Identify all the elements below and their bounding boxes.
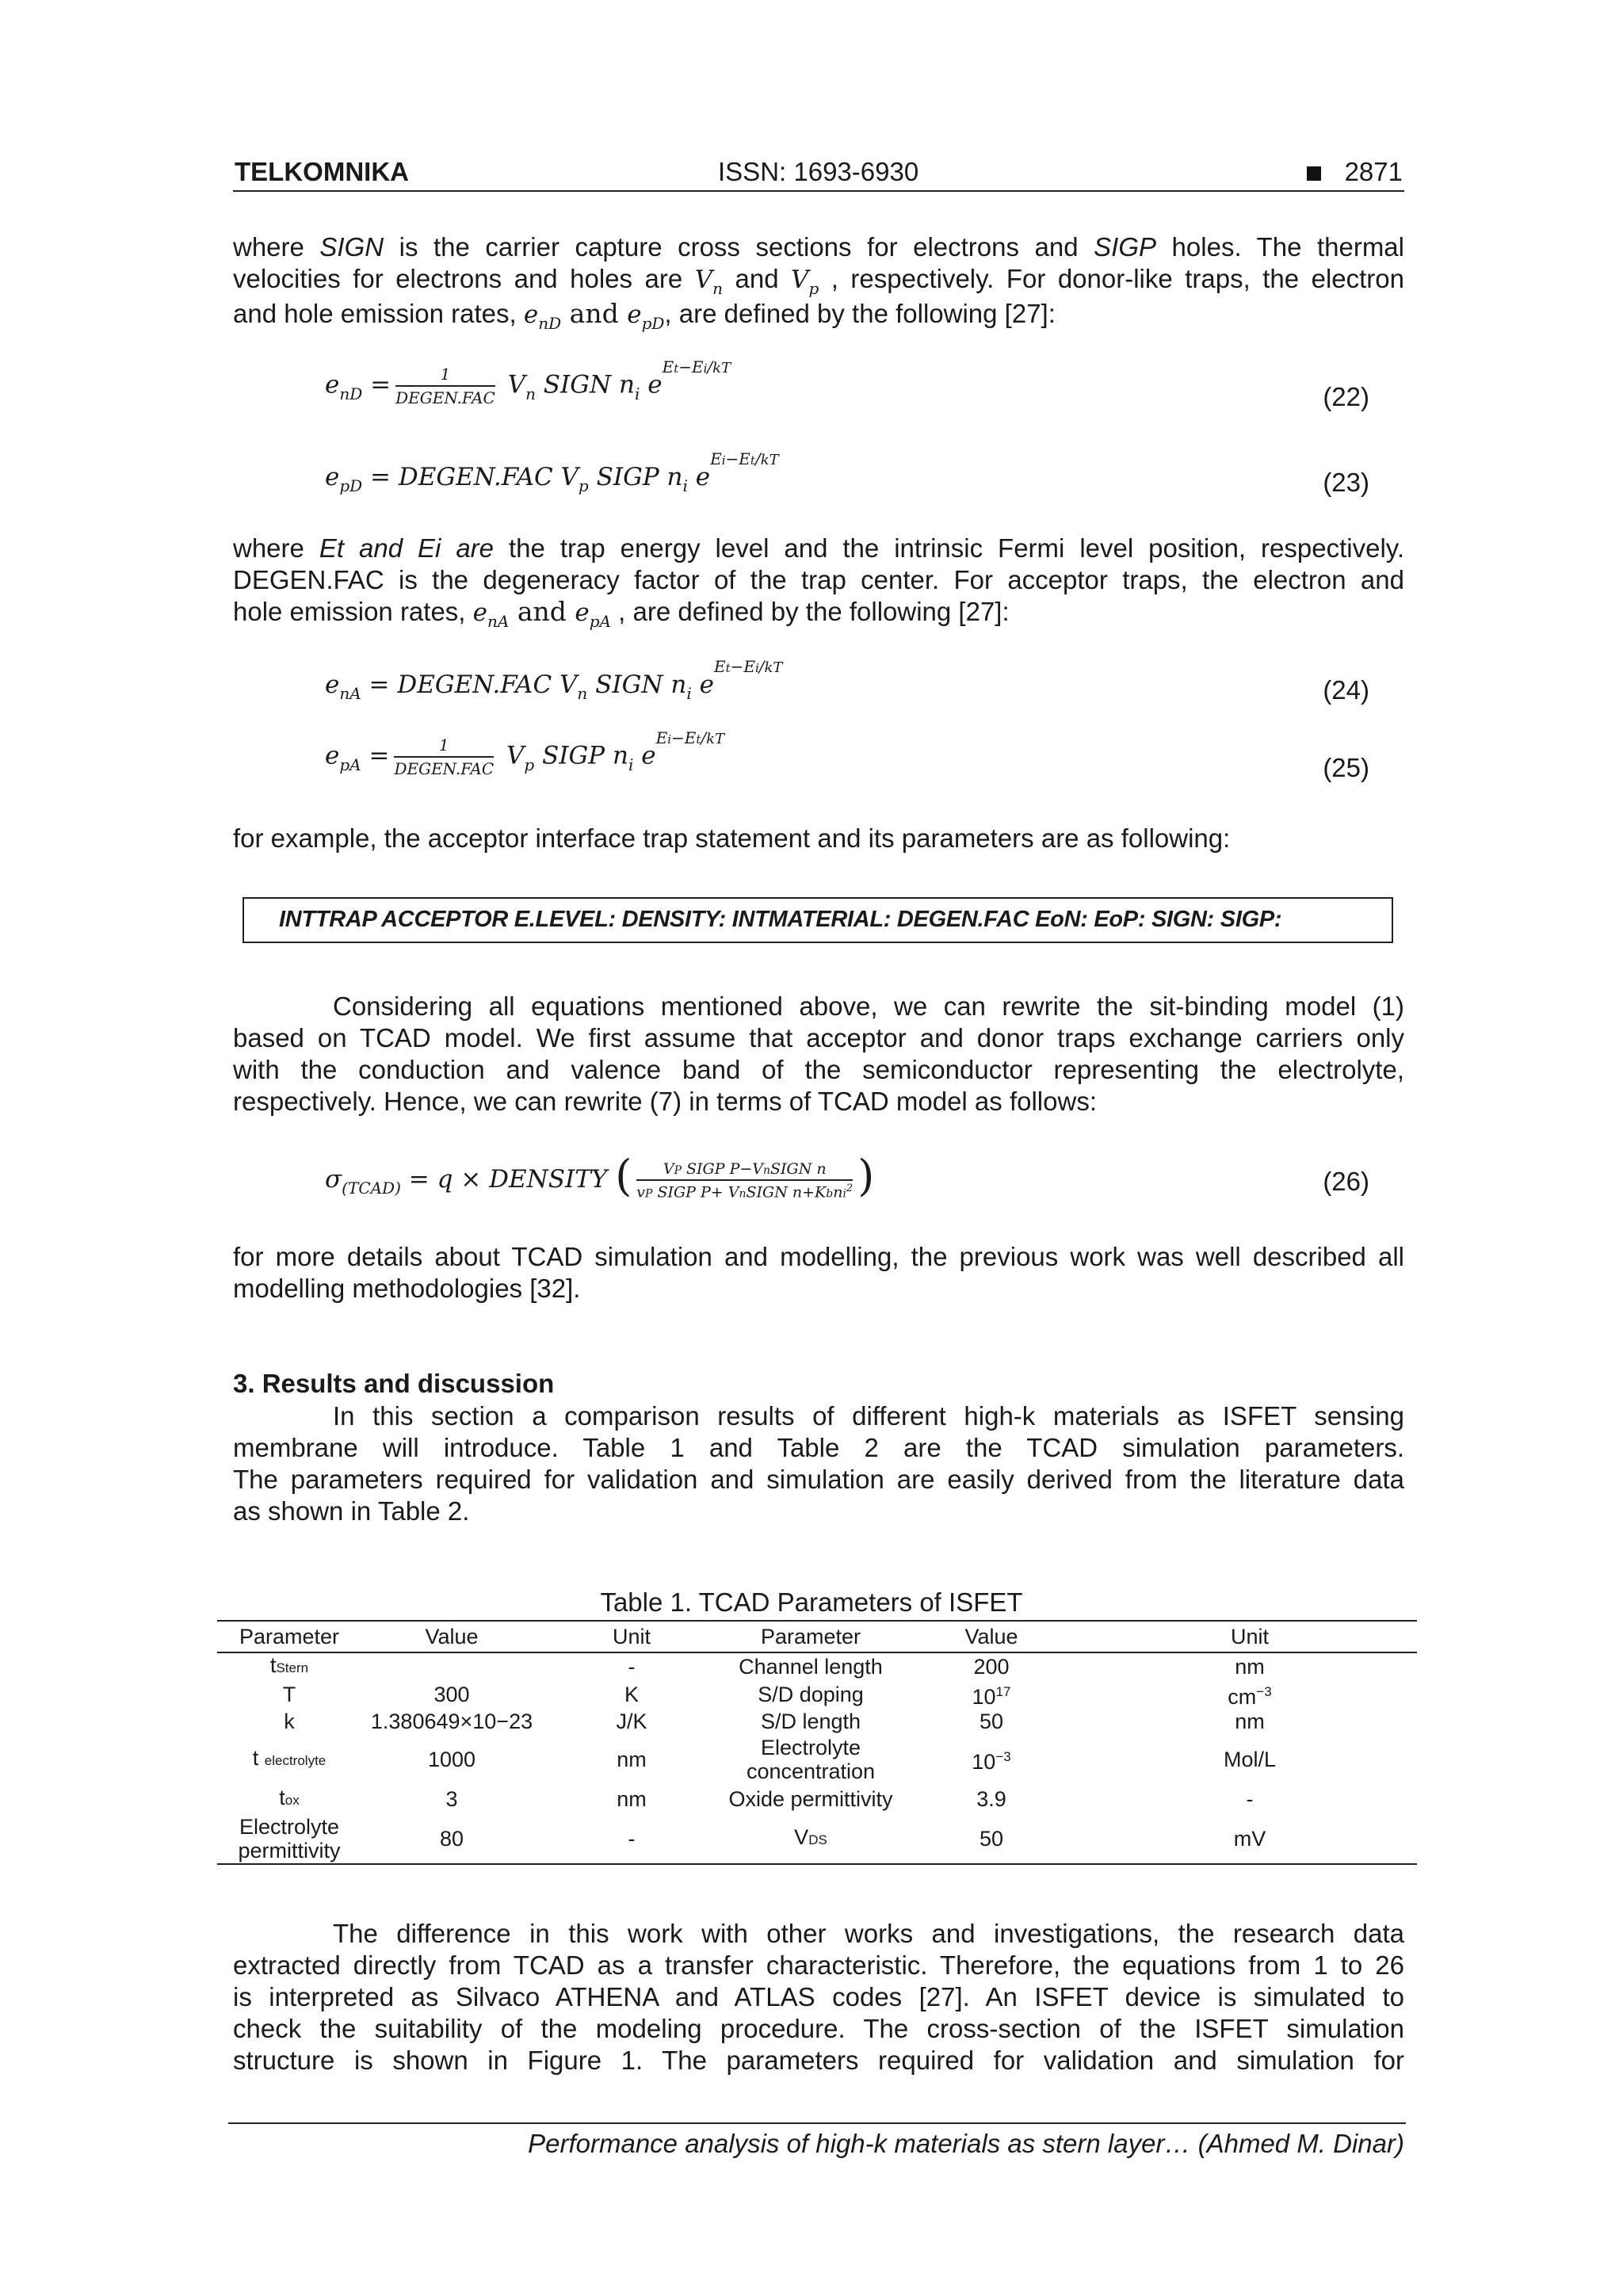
table-cell: t electrolyte <box>252 1746 327 1770</box>
page-number: 2871 <box>1344 157 1403 186</box>
paragraph-trap-energy <box>233 533 1404 631</box>
equation-23: $e_{pD}$ = DEGEN.FAC $V_p$ SIGP $n_i$ $e^{Ei-Et/kT}$ <box>325 449 779 495</box>
table-cell: 1.380649×10−23 <box>370 1710 533 1733</box>
equation-number: (24) <box>1323 675 1369 705</box>
table-cell: nm <box>1235 1655 1265 1679</box>
table-cell: Electrolyte concentration <box>746 1736 876 1783</box>
table-cell: tStern <box>269 1653 309 1677</box>
table-cell: $cm^{-3}$ <box>1228 1684 1272 1709</box>
text-line: where Et and Ei are the trap energy level and the intrinsic Fermi level position, respectively. <box>233 533 1404 563</box>
paragraph-more-details <box>233 1241 1404 1305</box>
equation-number: (25) <box>1323 753 1369 782</box>
text-line: Considering all equations mentioned above, we can rewrite the sit-binding model (1) <box>333 991 1404 1021</box>
text-line: where SIGN is the carrier capture cross sections for electrons and SIGP holes. The thermal <box>233 232 1404 262</box>
table-cell: $10^{-3}$ <box>972 1749 1011 1774</box>
text-line: is interpreted as Silvaco ATHENA and ATLAS codes [27]. An ISFET device is simulated to <box>233 1982 1404 2011</box>
inttrap-statement-box: INTTRAP ACCEPTOR E.LEVEL: DENSITY: INTMATERIAL: DEGEN.FAC EoN: EoP: SIGN: SIGP: <box>242 897 1393 943</box>
text-line: with the conduction and valence band of the semiconductor representing the electrolyte, <box>233 1055 1404 1084</box>
table-cell: tox <box>279 1786 300 1809</box>
table-cell: $10^{17}$ <box>972 1684 1011 1709</box>
equation-24: $e_{nA}$ = DEGEN.FAC $V_n$ SIGN $n_i$ $e^{Et-Ei/kT}$ <box>325 657 783 703</box>
text-line: and hole emission rates, $e_{nD}$ and $e_{pD}$, are defined by the following [27]: <box>233 298 1056 333</box>
table-cell: VDS <box>721 1813 900 1864</box>
paragraph-tcad-rewrite <box>233 991 1404 1117</box>
running-footer: Performance analysis of high-k materials as stern layer… (Ahmed M. Dinar) <box>528 2129 1404 2158</box>
table-row <box>217 1813 1417 1864</box>
paragraph-results-intro <box>233 1400 1404 1527</box>
table-cell: - <box>542 1813 721 1864</box>
table-cell: k <box>284 1710 295 1733</box>
text-line: membrane will introduce. Table 1 and Table 2 are the TCAD simulation parameters. <box>233 1433 1404 1462</box>
text-line: check the suitability of the modeling procedure. The cross-section of the ISFET simulation <box>233 2014 1404 2043</box>
equation-26: $\sigma_{(TCAD)} = q$ × DENSITY ( $\frac{\text{VP SIGP P−VnSIGN n}}{vP SIGP P+ VnSIGN n+Kbni^2}$ ) <box>325 1151 875 1201</box>
equation-number: (22) <box>1323 382 1369 411</box>
text-line: DEGEN.FAC is the degeneracy factor of the trap center. For acceptor traps, the electron and <box>233 565 1404 594</box>
table-cell: 3.9 <box>976 1787 1006 1811</box>
running-header <box>233 155 1404 192</box>
table-cell: nm <box>1235 1710 1265 1733</box>
paragraph-capture-cross-sections <box>233 231 1404 333</box>
section-heading: 3. Results and discussion <box>233 1369 555 1398</box>
text-line: The parameters required for validation and simulation are easily derived from the literature data <box>233 1465 1404 1494</box>
text-line: respectively. Hence, we can rewrite (7) in terms of TCAD model as follows: <box>233 1087 1097 1116</box>
table-cell: Oxide permittivity <box>728 1787 893 1811</box>
table-cell: Channel length <box>739 1655 883 1679</box>
text-line: for more details about TCAD simulation and modelling, the previous work was well described all <box>233 1242 1404 1271</box>
table-cell: nm <box>617 1787 647 1811</box>
equation-25: $e_{pA}$ = $\frac{1}{\text{DEGEN.FAC}}$ $V_p$ SIGP $n_i$ $e^{Ei-Et/kT}$ <box>325 728 725 778</box>
table-row <box>217 1785 1417 1813</box>
text-line: as shown in Table 2. <box>233 1496 470 1526</box>
table-cell: mV <box>1083 1813 1417 1864</box>
text-line: velocities for electrons and holes are $V_n$ and $V_p$ , respectively. For donor-like traps, the electron <box>233 264 1405 298</box>
table-cell: 80 <box>361 1813 542 1864</box>
footer-rule <box>228 2122 1406 2124</box>
table-cell: - <box>1246 1787 1254 1811</box>
table-cell: nm <box>617 1748 647 1771</box>
table-cell: 200 <box>973 1655 1010 1679</box>
table-cell: T <box>282 1683 296 1706</box>
text-line: In this section a comparison results of different high-k materials as ISFET sensing <box>333 1401 1404 1431</box>
text-line: hole emission rates, $e_{nA}$ and $e_{pA}$ , are defined by the following [27]: <box>233 596 1010 631</box>
text-line: extracted directly from TCAD as a transfer characteristic. Therefore, the equations from 1 to 26 <box>233 1950 1404 1980</box>
table-cell: 50 <box>979 1710 1004 1733</box>
table-caption: Table 1. TCAD Parameters of ISFET <box>600 1587 1023 1617</box>
equation-number: (26) <box>1323 1167 1369 1196</box>
equation-number: (23) <box>1323 468 1369 497</box>
journal-name: TELKOMNIKA <box>235 157 409 186</box>
table-cell <box>361 1652 542 1680</box>
table-cell: S/D length <box>760 1710 861 1733</box>
table-cell: 300 <box>433 1683 470 1706</box>
column-header: Value <box>361 1621 542 1652</box>
column-header: Value <box>900 1621 1083 1652</box>
table-cell: Electrolyte permittivity <box>217 1813 361 1864</box>
text-line: based on TCAD model. We first assume that acceptor and donor traps exchange carriers only <box>233 1023 1404 1052</box>
table-cell: 1000 <box>427 1748 476 1771</box>
text-line: structure is shown in Figure 1. The parameters required for validation and simulation for <box>233 2046 1404 2075</box>
table-cell: 50 <box>900 1813 1083 1864</box>
page-number-block <box>1307 157 1403 187</box>
paragraph-difference <box>233 1918 1404 2076</box>
table-row <box>217 1709 1417 1734</box>
table-cell: 3 <box>445 1787 458 1811</box>
table-cell: S/D doping <box>758 1683 864 1706</box>
paragraph-example <box>233 823 1404 854</box>
text-line: for example, the acceptor interface trap statement and its parameters are as following: <box>233 823 1231 853</box>
text-line: The difference in this work with other works and investigations, the research data <box>333 1919 1404 1948</box>
column-header: Unit <box>1083 1621 1417 1652</box>
column-header: Parameter <box>217 1621 361 1652</box>
table-cell: Mol/L <box>1223 1748 1277 1771</box>
equation-22: $e_{nD}$ = $\frac{1}{\text{DEGEN.FAC}}$ $V_n$ SIGN $n_i$ $e^{Et-Ei/kT}$ <box>325 357 731 407</box>
column-header: Unit <box>542 1621 721 1652</box>
text-line: modelling methodologies [32]. <box>233 1274 581 1303</box>
table-cell: K <box>624 1683 639 1706</box>
table-cell: - <box>628 1655 636 1679</box>
table-row <box>217 1734 1417 1785</box>
tcad-parameters-table <box>217 1620 1417 1865</box>
table-row <box>217 1652 1417 1680</box>
square-bullet-icon <box>1307 166 1321 181</box>
column-header: Parameter <box>721 1621 900 1652</box>
issn: ISSN: 1693-6930 <box>718 157 919 186</box>
table-cell: J/K <box>616 1710 647 1733</box>
table-row <box>217 1680 1417 1709</box>
table-header-row <box>217 1621 1417 1652</box>
